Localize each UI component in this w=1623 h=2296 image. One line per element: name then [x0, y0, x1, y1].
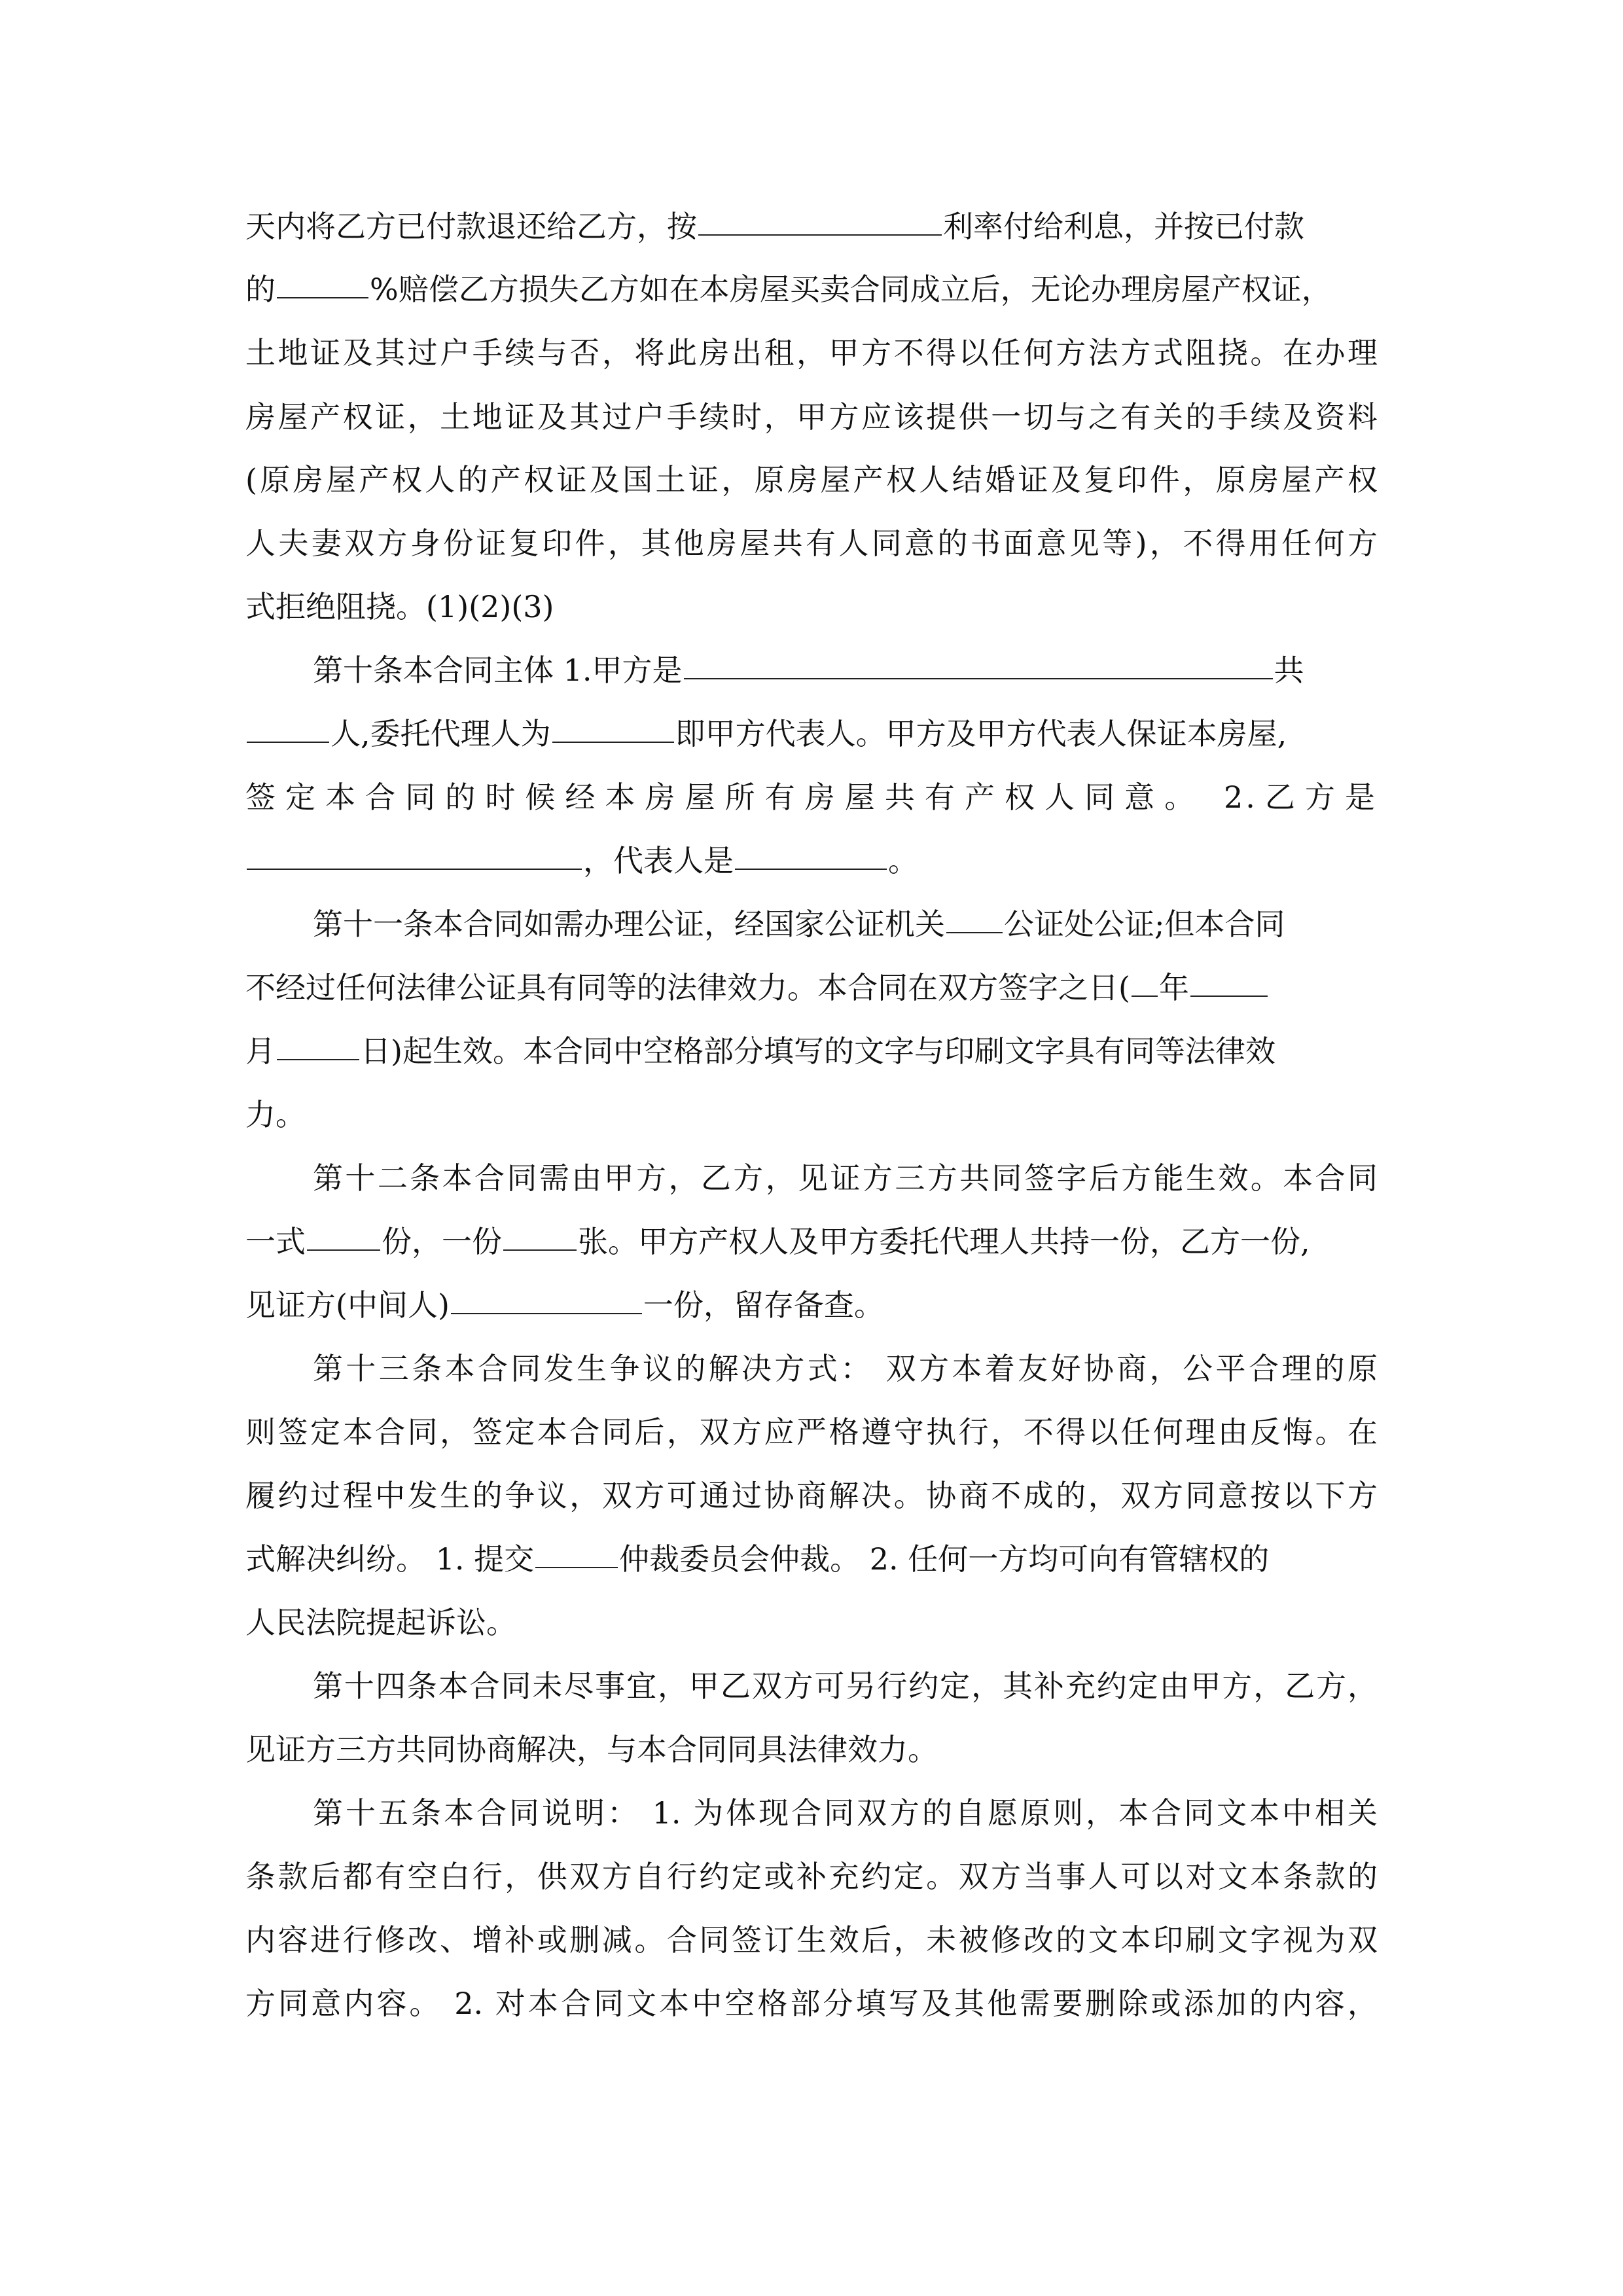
fill-blank: [247, 834, 582, 870]
text-line: 土地证及其过户手续与否，将此房出租，甲方不得以任何方法方式阻挠。在办理: [245, 335, 1378, 370]
fill-blank: [451, 1279, 642, 1314]
text-line: 力。: [245, 1097, 306, 1132]
fill-blank: [535, 1533, 618, 1568]
text-line: 式拒绝阻挠。(1)(2)(3): [245, 589, 554, 624]
text-line: 天内将乙方已付款退还给乙方，按 利率付给利息，并按已付款: [245, 200, 1378, 253]
fill-blank: [277, 1025, 359, 1060]
text-line: 的 %赔偿乙方损失乙方如在本房屋买卖合同成立后，无论办理房屋产权证，: [245, 263, 1378, 315]
text-line: 签定本合同的时候经本房屋所有房屋共有产权人同意。 2.乙方是: [245, 780, 1378, 815]
clause-12-line: 第十二条本合同需由甲方，乙方，见证方三方共同签字后方能生效。本合同: [313, 1160, 1378, 1196]
fill-blank: [503, 1215, 577, 1251]
fill-blank: [1132, 961, 1158, 997]
text-line: 见证方(中间人) 一份，留存备查。: [245, 1279, 1378, 1331]
fill-blank: [247, 708, 329, 743]
clause-13-line: 第十三条本合同发生争议的解决方式： 双方本着友好协商，公平合理的原: [313, 1351, 1378, 1386]
fill-blank: [946, 898, 1003, 933]
text-line: 人,委托代理人为 即甲方代表人。甲方及甲方代表人保证本房屋,: [245, 708, 1378, 760]
text-line: 则签定本合同，签定本合同后，双方应严格遵守执行，不得以任何理由反悔。在: [245, 1414, 1378, 1450]
text-line: 人夫妻双方身份证复印件，其他房屋共有人同意的书面意见等)，不得用任何方: [245, 526, 1378, 561]
text-line: 月 日)起生效。本合同中空格部分填写的文字与印刷文字具有同等法律效: [245, 1025, 1378, 1077]
text-line: 房屋产权证，土地证及其过户手续时，甲方应该提供一切与之有关的手续及资料: [245, 399, 1378, 435]
text-line: 一式 份，一份 张。甲方产权人及甲方委托代理人共持一份，乙方一份,: [245, 1215, 1378, 1268]
fill-blank: [698, 200, 942, 236]
text-line: 履约过程中发生的争议，双方可通过协商解决。协商不成的，双方同意按以下方: [245, 1478, 1378, 1513]
fill-blank: [552, 708, 674, 743]
text-line: 不经过任何法律公证具有同等的法律效力。本合同在双方签字之日( 年: [245, 961, 1378, 1014]
text-line: 见证方三方共同协商解决，与本合同同具法律效力。: [245, 1732, 938, 1767]
fill-blank: [684, 644, 1273, 679]
clause-14-line: 第十四条本合同未尽事宜，甲乙双方可另行约定，其补充约定由甲方，乙方，: [313, 1668, 1378, 1704]
fill-blank: [1190, 961, 1268, 997]
text-line: 条款后都有空白行，供双方自行约定或补充约定。双方当事人可以对文本条款的: [245, 1859, 1378, 1894]
text-line: 内容进行修改、增补或删减。合同签订生效后，未被修改的文本印刷文字视为双: [245, 1922, 1378, 1958]
text-line: 式解决纠纷。 1. 提交 仲裁委员会仲裁。 2. 任何一方均可向有管辖权的: [245, 1533, 1378, 1585]
fill-blank: [307, 1215, 380, 1251]
clause-10-line: 第十条本合同主体 1.甲方是 共: [313, 644, 1378, 696]
fill-blank: [277, 263, 368, 298]
clause-11-line: 第十一条本合同如需办理公证，经国家公证机关 公证处公证;但本合同: [313, 898, 1378, 950]
text-line: 方同意内容。 2. 对本合同文本中空格部分填写及其他需要删除或添加的内容，: [245, 1986, 1378, 2021]
text-line: ，代表人是 。: [245, 834, 1378, 887]
text-line: 人民法院提起诉讼。: [245, 1605, 516, 1640]
text-line: (原房屋产权人的产权证及国土证，原房屋产权人结婚证及复印件，原房屋产权: [245, 462, 1378, 497]
clause-15-line: 第十五条本合同说明： 1. 为体现合同双方的自愿原则，本合同文本中相关: [313, 1795, 1378, 1831]
fill-blank: [735, 834, 887, 870]
